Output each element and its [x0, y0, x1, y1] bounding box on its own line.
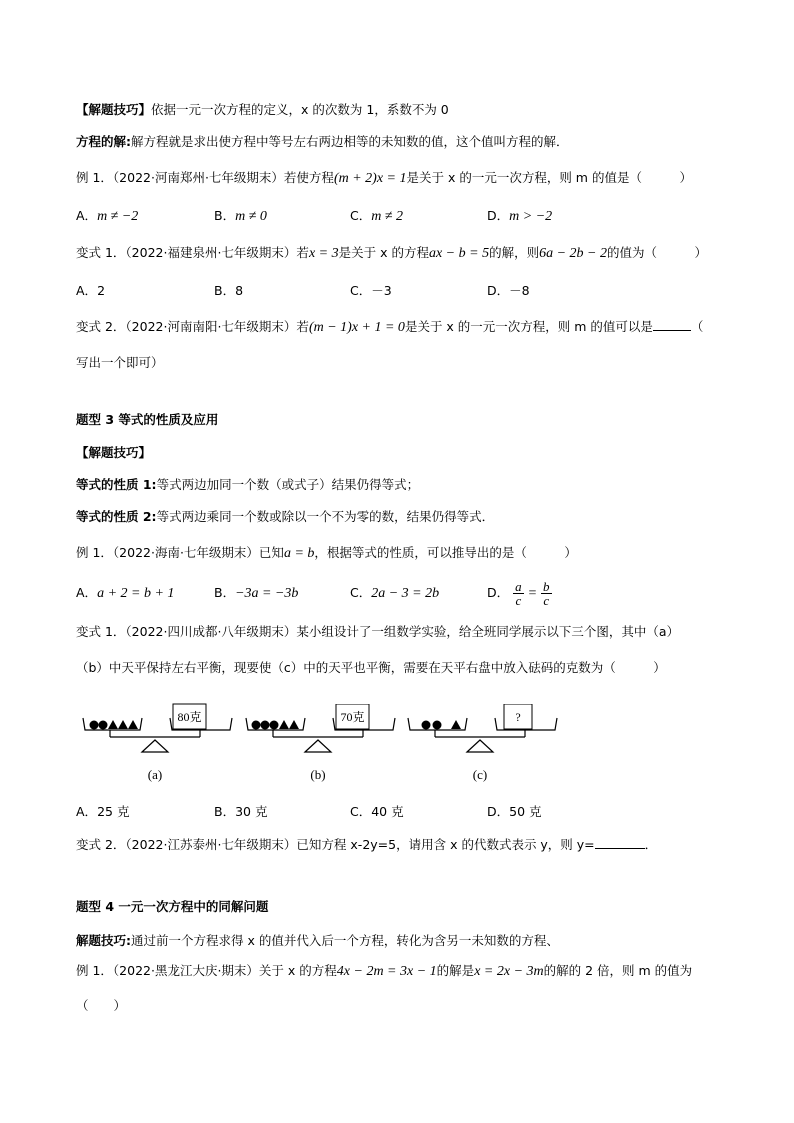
- variant-2-question-line2: 写出一个即可）: [76, 355, 164, 370]
- tip-label: 【解题技巧】: [76, 445, 152, 460]
- definition-text: 解方程就是求出使方程中等号左右两边相等的未知数的值，这个值叫方程的解．: [131, 134, 569, 149]
- variant-2-question: 变式 2．（2022·江苏泰州·七年级期末）已知方程 x-2y=5，请用含 x 的代数式表示 y，则 y= ．: [76, 837, 658, 852]
- example-1-question-line2: （ ）: [76, 998, 127, 1013]
- balance-figure-a: [80, 700, 250, 792]
- option-a: A．25 克: [76, 804, 130, 819]
- property-2: 等式的性质 2:等式两边乘同一个数或除以一个不为零的数，结果仍得等式．: [76, 509, 495, 524]
- balance-diagram: [405, 704, 575, 788]
- option-d: D．－8: [487, 283, 530, 298]
- option-d: D． $\frac{a}{c}$ = $\frac{b}{c}$: [487, 579, 550, 608]
- question-prefix: 例 1．（2022·河南郑州·七年级期末）若使方程: [76, 170, 334, 185]
- balance-diagram: [243, 704, 413, 788]
- svg-text:70克: 70克: [340, 710, 365, 724]
- example-1-question: 例 1．（2022·黑龙江大庆·期末）关于 x 的方程4x − 2m = 3x − 1的解是x = 2x − 3m的解的 2 倍，则 m 的值为: [76, 963, 693, 979]
- fraction: $\frac{a}{c}$: [515, 579, 522, 608]
- section-3-title: 题型 3 等式的性质及应用: [76, 412, 219, 427]
- option-c: C．－3: [350, 283, 392, 298]
- tip-text: 依据一元一次方程的定义，x 的次数为 1，系数不为 0: [151, 102, 449, 117]
- solving-tip: [76, 101, 449, 119]
- answer-blank[interactable]: [595, 836, 645, 849]
- balance-figure-c: [405, 704, 575, 792]
- svg-text:?: ?: [515, 710, 521, 724]
- solving-tip: 解题技巧:通过前一个方程求得 x 的值并代入后一个方程，转化为含另一未知数的方程、: [76, 933, 559, 948]
- option-c: C．40 克: [350, 804, 404, 819]
- option-b: B．−3a = −3b: [214, 585, 299, 601]
- option-b: B．8: [214, 283, 244, 298]
- variant-2-question: 变式 2．（2022·河南南阳·七年级期末）若(m − 1)x + 1 = 0是关于 x 的一元一次方程，则 m 的值可以是 （: [76, 319, 704, 335]
- option-c: C．2a − 3 = 2b: [350, 585, 440, 601]
- property-1: 等式的性质 1:等式两边加同一个数（或式子）结果仍得等式；: [76, 477, 420, 492]
- option-c: C．m ≠ 2: [350, 208, 404, 224]
- question-suffix: 是关于 x 的一元一次方程，则 m 的值是（ ）: [406, 170, 692, 185]
- variant-1-question-line2: （b）中天平保持左右平衡，现要使（c）中的天平也平衡，需要在天平右盘中放入砝码的克数为（ ）: [76, 660, 666, 675]
- balance-figure-b: [243, 704, 413, 792]
- section-4-title: 题型 4 一元一次方程中的同解问题: [76, 899, 269, 914]
- fraction: $\frac{b}{c}$: [543, 579, 550, 608]
- option-b: B．m ≠ 0: [214, 208, 267, 224]
- option-a: A．a + 2 = b + 1: [76, 585, 175, 601]
- svg-text:(c): (c): [472, 767, 488, 782]
- definition: [76, 133, 569, 151]
- option-d: D．50 克: [487, 804, 542, 819]
- example-1-question: [76, 169, 692, 188]
- svg-text:(a): (a): [147, 767, 163, 782]
- option-a: A．2: [76, 283, 106, 298]
- variant-1-question: 变式 1．（2022·四川成都·八年级期末）某小组设计了一组数学实验，给全班同学展示以下三个图，其中（a）: [76, 624, 680, 639]
- tip-label: 【解题技巧】: [76, 102, 152, 117]
- example-1-question: 例 1．（2022·海南·七年级期末）已知a = b，根据等式的性质，可以推导出的是（ ）: [76, 545, 577, 561]
- option-d: D．m > −2: [487, 208, 553, 224]
- option-b: B．30 克: [214, 804, 268, 819]
- svg-text:(b): (b): [310, 767, 326, 782]
- svg-text:80克: 80克: [177, 710, 202, 724]
- answer-blank[interactable]: [653, 318, 691, 331]
- balance-diagram: [80, 700, 250, 788]
- option-a: A．m ≠ −2: [76, 208, 139, 224]
- math-expression: (m + 2)x = 1: [333, 171, 407, 186]
- definition-label: 方程的解:: [76, 134, 131, 149]
- variant-1-question: 变式 1．（2022·福建泉州·七年级期末）若x = 3是关于 x 的方程ax − b = 5的解，则6a − 2b − 2的值为（ ）: [76, 245, 708, 261]
